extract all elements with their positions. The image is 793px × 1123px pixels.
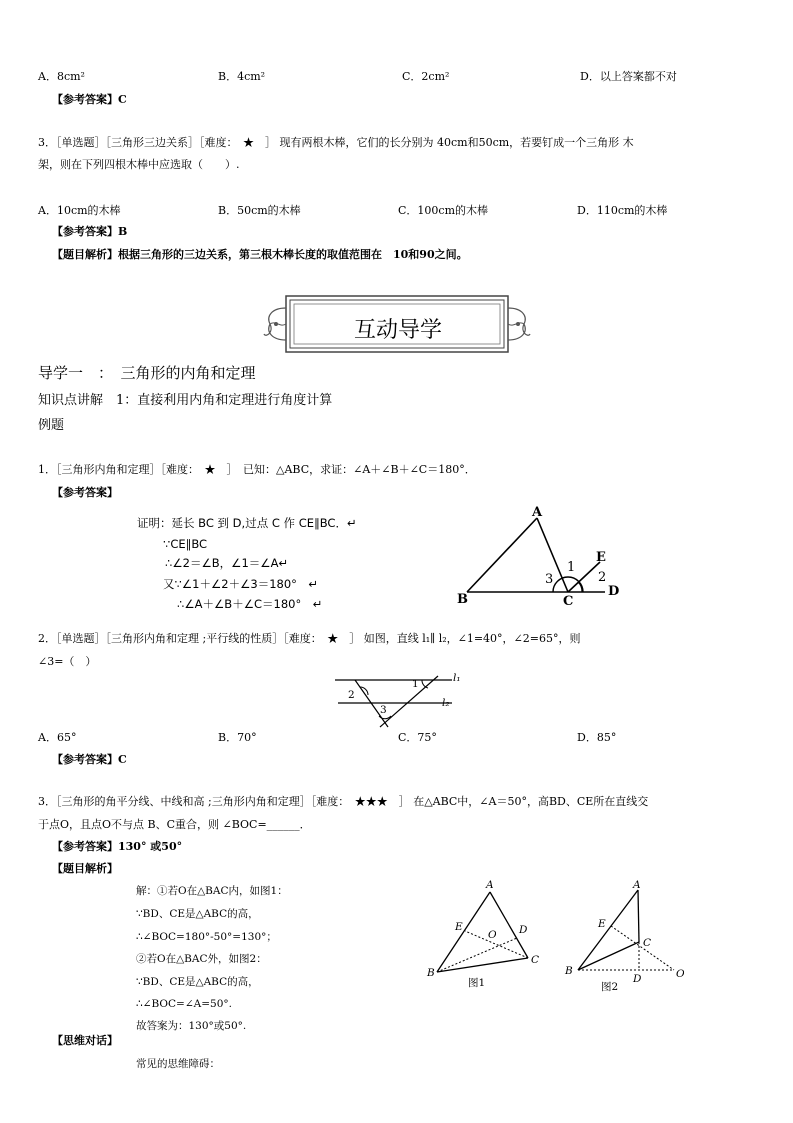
question-3-line2: 架，则在下列四根木棒中应选取（ ）. xyxy=(38,158,240,171)
altitude-figure-2 xyxy=(570,880,690,990)
example-1-answer-label: 【参考答案】 xyxy=(52,486,118,499)
solution-line-5: ∵BD、CE是△ABC的高， xyxy=(136,976,259,988)
angle-label-3: 3 xyxy=(380,704,387,716)
vertex-label-d: D xyxy=(608,584,620,599)
q3-analysis: 【题目解析】根据三角形的三边关系，第三根木棒长度的取值范围在 10和90之间。 xyxy=(52,248,468,261)
solution-line-2: ∵BD、CE是△ABC的高， xyxy=(136,908,259,920)
ex2-option-b: B．70° xyxy=(218,731,257,744)
solution-line-4: ②若O在△BAC外，如图2： xyxy=(136,953,267,965)
fig1-label-o: O xyxy=(488,929,497,941)
q3-answer: 【参考答案】B xyxy=(52,225,128,238)
proof-line-2: ∵CE∥BC xyxy=(163,537,208,551)
fig2-label-e: E xyxy=(598,918,606,930)
knowledge-point: 知识点讲解 1：直接利用内角和定理进行角度计算 xyxy=(38,393,333,408)
thinking-label: 【思维对话】 xyxy=(52,1034,118,1047)
fig1-label-a: A xyxy=(486,879,494,891)
vertex-label-e: E xyxy=(596,550,606,565)
q3-option-d: D．110cm的木棒 xyxy=(577,204,668,217)
ex2-answer: 【参考答案】C xyxy=(52,753,127,766)
angle-label-2: 2 xyxy=(348,689,355,701)
proof-line-3: ∴∠2＝∠B，∠1＝∠A↵ xyxy=(165,556,289,570)
fig2-label-b: B xyxy=(565,965,573,977)
question-3-line1: 3．［单选题］［三角形三边关系］［难度： ★ ］ 现有两根木棒，它们的长分别为 40cm和50cm，若要钉成一个三角形 木 xyxy=(38,136,634,149)
example-2-line1: 2．［单选题］［三角形内角和定理 ;平行线的性质］［难度： ★ ］ 如图，直线 l₁∥ l₂，∠1=40°，∠2=65°，则 xyxy=(38,632,581,645)
example-label: 例题 xyxy=(38,418,65,433)
ex3-answer: 【参考答案】130° 或50° xyxy=(52,840,183,853)
answer-label: 【参考答案】C xyxy=(52,93,127,106)
vertex-label-c: C xyxy=(563,594,574,609)
solution-line-7: 故答案为：130°或50°. xyxy=(136,1020,247,1032)
q3-option-b: B．50cm的木棒 xyxy=(218,204,301,217)
fig2-label-d: D xyxy=(633,973,642,985)
fig1-label-b: B xyxy=(427,967,435,979)
fig2-label-a: A xyxy=(633,879,641,891)
vertex-label-b: B xyxy=(457,592,468,607)
option-a: A．8cm² xyxy=(38,70,85,83)
proof-line-5: ∴∠A＋∠B＋∠C＝180° ↵ xyxy=(177,597,323,611)
example-2-line2: ∠3=（ ） xyxy=(38,655,97,668)
line-label-l2: l₂ xyxy=(442,697,450,709)
vertex-label-a: A xyxy=(532,505,543,520)
fig2-label-c: C xyxy=(643,937,652,949)
fig1-caption: 图1 xyxy=(468,977,486,989)
angle-label-1: 1 xyxy=(412,678,419,690)
angle-label-3: 3 xyxy=(545,572,554,587)
q3-option-c: C．100cm的木棒 xyxy=(398,204,489,217)
line-label-l1: l₁ xyxy=(453,672,461,684)
option-d: D．以上答案都不对 xyxy=(580,70,677,83)
solution-line-6: ∴∠BOC=∠A=50°. xyxy=(136,998,232,1010)
option-b: B．4cm² xyxy=(218,70,266,83)
fig2-caption: 图2 xyxy=(601,981,619,993)
solution-line-3: ∴∠BOC=180°-50°=130°； xyxy=(136,931,277,943)
fig1-label-e: E xyxy=(455,921,463,933)
banner-title: 互动导学 xyxy=(353,318,442,343)
solution-line-1: 解：①若O在△BAC内，如图1： xyxy=(136,885,288,897)
thinking-line: 常见的思维障碍： xyxy=(136,1058,220,1070)
fig1-label-c: C xyxy=(531,954,540,966)
option-c: C．2cm² xyxy=(402,70,450,83)
q3-option-a: A．10cm的木棒 xyxy=(38,204,121,217)
angle-label-1: 1 xyxy=(567,560,576,575)
example-3-line2: 于点O，且点O不与点 B、C重合，则 ∠BOC=______． xyxy=(38,818,311,831)
fig1-label-d: D xyxy=(519,924,528,936)
ex2-option-d: D．85° xyxy=(577,731,617,744)
ex3-analysis-label: 【题目解析】 xyxy=(52,862,118,875)
example-3-line1: 3．［三角形的角平分线、中线和高 ;三角形内角和定理］［难度： ★★★ ］ 在△ABC中，∠A＝50°，高BD、CE所在直线交 xyxy=(38,795,649,808)
proof-line-4: 又∵∠1＋∠2＋∠3＝180° ↵ xyxy=(163,577,319,591)
section-heading: 导学一 ： 三角形的内角和定理 xyxy=(38,364,256,382)
ex2-option-c: C．75° xyxy=(398,731,437,744)
angle-label-2: 2 xyxy=(598,570,607,585)
proof-line-1: 证明：延长 BC 到 D,过点 C 作 CE∥BC．↵ xyxy=(137,516,357,530)
ex2-option-a: A．65° xyxy=(38,731,77,744)
example-1-stem: 1．［三角形内角和定理］［难度： ★ ］ 已知：△ABC，求证：∠A＋∠B＋∠C＝180°． xyxy=(38,463,476,476)
fig2-label-o: O xyxy=(676,968,685,980)
